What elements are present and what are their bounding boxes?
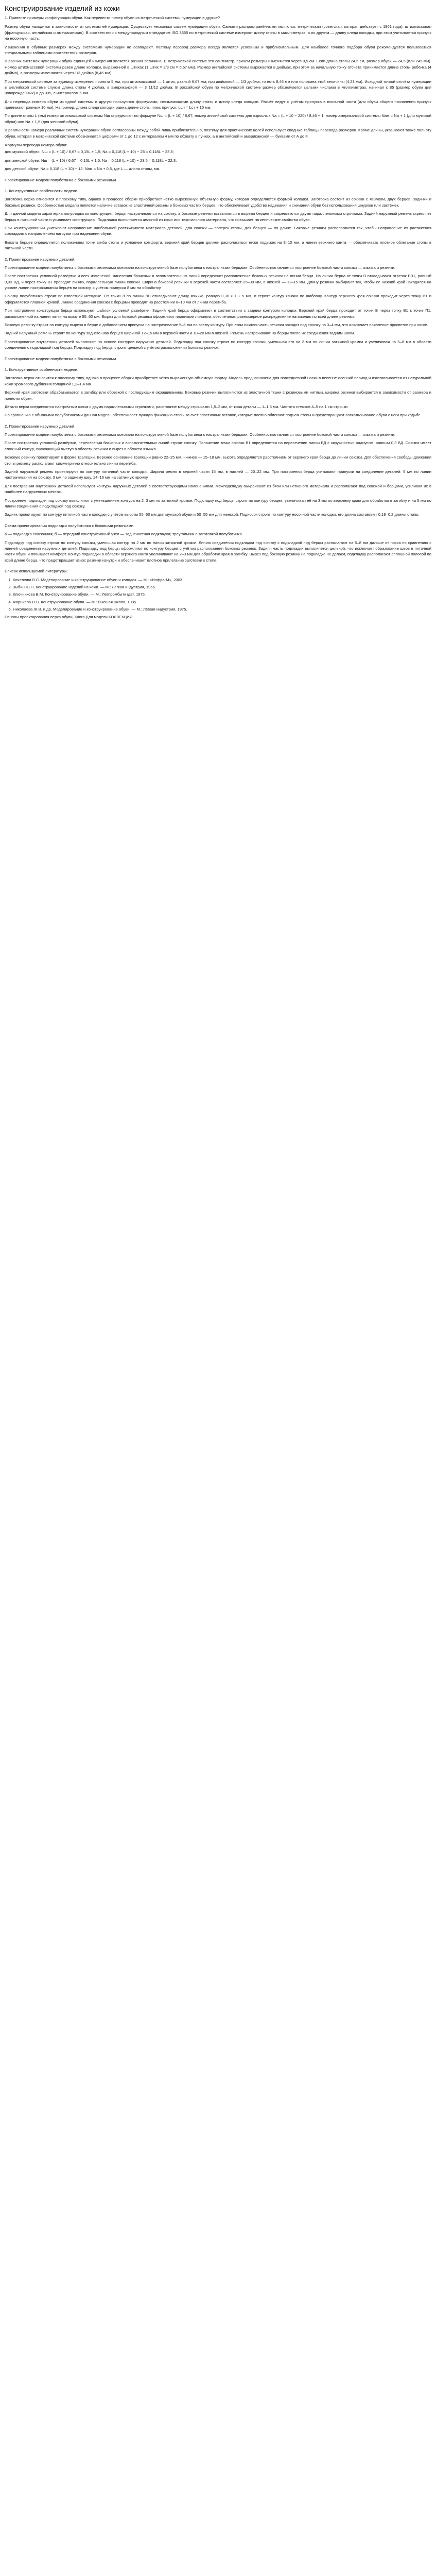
intro-section: [5, 24, 431, 172]
paragraph: Высота берцев определяется положением точки сгиба стопы и условием комфорта: верхний край берцев должен располагаться ниже лодыжек на 8–10 мм, а линия верхнего канта — обеспечивать плотное облегание стопы в пяточной части.: [5, 240, 431, 251]
paragraph: Проектирование модели полуботинка с боковыми резинками основано на конструктивной базе полуботинка с настрачными берцами. Особенностью является построение боковой части союзки — язычка и резинки.: [5, 265, 396, 270]
section-b: [5, 356, 431, 518]
paragraph: Заготовка верха относится к плоскому типу, однако в процессе сборки приобретает чётко выраженную объёмную форму. Модель предназначена для повседневной носки в весенне-осенний период и изготавливается из натуральной кожи хромового дубления толщиной 1,2–1,4 мм.: [5, 376, 431, 386]
paragraph: При построении конструкции берца используют шаблон условной развёртки. Задний край берца оформляют в соответствии с задним контуром колодки. Верхний край берца проходит от точки В через точку В1 к точке П1, расположенной на линии пятки на высоте 55–60 мм. Вырез для боковой резинки оформляют плавными линиями, обеспечивая равномерное распределение натяжения по всей длине резинки.: [5, 308, 431, 319]
reference-item: 1. Кочеткова В.С. Моделирование и конструирование обуви и колодок. — М.: «Инфра-М», 2003.: [13, 577, 431, 583]
paragraph: Для данной модели характерна полуоткрытая конструкция: берцы настрачиваются на союзку, а боковые резинки вставляются в вырезы берцев и закрепляются двумя параллельными строчками. Задний наружный ремень скрепляет берцы в пяточной части и усиливает конструкцию. Подкладка выполняется цельной из кожи или текстильного материала, что повышает гигиенические свойства обуви.: [5, 211, 431, 222]
formula-label: Формулы перевода номера обуви:: [5, 143, 67, 148]
paragraph: Для построения внутренних деталей используют контуры наружных деталей с соответствующими изменениями. Межподкладку выкраивают из бязи или нетканого материала и располагают под союзкой и берцами, усиливая их в наиболее нагруженных местах.: [5, 483, 431, 495]
paragraph: После построения условной развёртки, перенесения базисных и вспомогательных линий строят союзку. Положение точки союзки В1 определяется на пересечении линии ВД с окружностью радиусом, равным 0,3 ВД. Союзка имеет сложный контур, включающий выступ в области резинки и вырез в области язычка.: [5, 440, 431, 451]
paragraph: Верхний край заготовки обрабатывается в загибку или обрезкой с последующим окрашиванием. Боковые резинки выполняются из эластичной ткани с резиновыми нитями, ширина резинки выбирается в зависимости от размера и полноты обуви.: [5, 390, 431, 401]
paragraph: Боковую резинку строят по контуру выреза в берце с добавлением припуска на настрачивание 5–6 мм по всему контуру. При этом нижняя часть резинки заходит под союзку на 3–4 мм, что исключает появление просветов при носке.: [5, 323, 428, 328]
subsection-heading: 1. Конструктивные особенности модели.: [5, 188, 79, 193]
paragraph: Проектирование внутренних деталей выполняют на основе контуров наружных деталей. Подкладку под союзку строят по контуру союзки, уменьшая его на 2 мм по линии затяжной кромки и увеличивая на 5–8 мм в области соединения с подкладкой под берцы. Подкладку под берцы строят цельной с учётом расположения боковых резинок.: [5, 339, 431, 350]
reference-item: 3. Ключникова В.М. Конструирование обуви. — М.: Легпромбытиздат, 1975.: [13, 591, 431, 597]
formula-line: для мужской обуви: Nш = (L + 10) / 6,67 = 0,15L + 1,5; Nа = 0,118 (L + 10) − 25 = 0,118L − 23,8;: [5, 149, 174, 155]
document: [0, 0, 436, 628]
references-list: [5, 577, 431, 613]
paragraph: При метрической системе за единицу измерения принята 5 мм, при штихмассовой — 1 штих, равный 6,67 мм; при дюймовой — 1/3 дюйма, то есть 8,46 мм или половина этой величины (4,23 мм). Исходной точкой отсчёта нумерации в английской системе служит длина стопы 4 дюйма, в американской — 3 11/12 дюйма. В российской обуви по метрической системе размер обозначается целыми числами в миллиметрах, начиная с 85 (размер обуви для новорождённых) и до 335, с интервалом 5 мм.: [5, 79, 431, 96]
footer-note: Основы проектирования верха обуви, Книга Для модели КОЛЛЕКЦИЯ: [5, 615, 133, 620]
subsection-heading: 1. Конструктивные особенности модели.: [5, 367, 79, 372]
schema-title: Схема проектирования подкладки полуботинка с боковыми резинками: [5, 523, 134, 528]
schema-section: [5, 523, 431, 563]
page-title: Конструирование изделий из кожи: [5, 4, 120, 12]
paragraph: При конструировании учитывают направление наибольшей растяжимости материала деталей: для союзки — поперёк стопы, для берцев — по длине. Боковые резинки располагаются так, чтобы направление их растяжения совпадало с направлением нагрузки при надевании обуви.: [5, 225, 431, 236]
question-text: 1. Привести примеры конфигурации обуви. Как перевести номер обуви из метрической системы нумерации в другие?: [5, 15, 220, 20]
paragraph: Для перевода номера обуви из одной системы в другую пользуются формулами, связывающими длину стопы и длину следа колодки. Расчёт ведут с учётом припуска в носочной части (для обуви общего назначения припуск принимают равным 10 мм). Например, длина следа колодки равна длине стопы плюс припуск: Lсл = Lст + 10 мм.: [5, 99, 431, 110]
section-title: Проектирование модели полуботинка с боковыми резинками: [5, 356, 116, 361]
formula-line: для детской обуви: Nа = 0,118 (L + 10) − 12; Nам = Nа + 0,5, где L — длина стопы, мм.: [5, 166, 161, 172]
paragraph: В разных системах нумерации обуви единицей измерения является разная величина. В метрической системе это сантиметр, причём размеры изменяются через 0,5 см. Если длина стопы 24,5 см, размер обуви — 24,5 (или 245 мм). Номер штихмассовой системы равен длине колодки, выраженной в штихах (1 штих = 2/3 см = 6,67 мм). Размер английской системы выражается в дюймах, при этом за начальную точку отсчёта принимается длина стопы ребёнка (4 дюйма), а размеры изменяются через 1/3 дюйма (8,46 мм).: [5, 59, 431, 76]
paragraph: В реальности номера различных систем нумерации обуви согласованы между собой лишь приблизительно, поэтому для практических целей используют сводные таблицы перевода размеров. Кроме длины, указывают также полноту обуви, которая в метрической системе обозначается цифрами от 1 до 12 с интервалом 4 мм по обхвату в пучках, а в английской и американской — буквами от A до F.: [5, 128, 431, 139]
paragraph: Боковую резинку проектируют в форме трапеции. Верхнее основание трапеции равно 22–25 мм, нижнее — 15–18 мм, высота определяется расстоянием от верхнего края берца до линии союзки. Для обеспечения свободы движения стопы резинку располагают симметрично относительно линии перегиба.: [5, 455, 431, 466]
reference-item: 5. Николаева Ж.В. и др. Моделирование и конструирование обуви. — М.: Лёгкая индустрия, 1975.: [13, 606, 431, 612]
reference-item: 2. Зыбин Ю.П. Конструирование изделий из кожи. — М.: Лёгкая индустрия, 1966.: [13, 584, 431, 590]
references-section: [5, 568, 431, 620]
formula-line: для женской обуви: Nш = (L + 10) / 6,67 = 0,15L + 1,5; Nа = 0,118 (L + 10) − 23,5 = 0,118L − 22,3;: [5, 158, 177, 163]
paragraph: Изменения в обувных размерах между системами нумерации не совпадают, поэтому перевод размера всегда является условным и приблизительным. Для наиболее точного подбора обуви рекомендуется пользоваться специальными таблицами соответствия размеров.: [5, 44, 431, 55]
paragraph: Детали верха соединяются настрочным швом с двумя параллельными строчками, расстояние между строчками 1,5–2 мм, от края детали — 1–1,5 мм. Частота стежков 4–5 на 1 см строчки.: [5, 404, 349, 409]
paragraph: Размер обуви находится в зависимости от системы её нумерации. Существует несколько систем нумерации обуви. Самыми распространёнными являются: метрическая (советская, которая действует с 1961 года), штихмассовая (французская, английская и американская). В соответствии с международным стандартом ISO 3355 по метрической системе измеряют длину стопы в миллиметрах, а по другим — длину следа колодки, при этом учитывается припуск на носочную часть.: [5, 24, 431, 41]
subsection-heading: 2. Проектирование наружных деталей.: [5, 423, 76, 429]
paragraph: а — подкладка союзочная; б — передний конструктивный узел — заднечастная подкладка; треугольник с заготовкой полуботинка.: [5, 532, 243, 537]
paragraph: Подкладку под союзку строят по контуру союзки, уменьшая контур на 2 мм по линии затяжной кромки. Линию соединения подкладки под союзку с подкладкой под берцы располагают на 5–8 мм дальше от носка по сравнению с линией соединения наружных деталей. Подкладку под берцы оформляют по контуру берцев с учётом расположения боковых резинок. Задняя часть подкладки выполняется цельной, что исключает образование швов в пяточной части обуви и повышает комфорт. Контур подкладки в области верхнего канта увеличивают на 2–3 мм для обработки края в загибку. Вырез под боковую резинку на подкладке не делают, подкладку располагают сплошной полосой по всей длине берца, что предотвращает износ резинки изнутри и обеспечивает плотное прилегание заготовки к стопе.: [5, 540, 431, 563]
paragraph: Заготовка верха относится к плоскому типу, однако в процессе сборки приобретает чётко выраженную объёмную форму, которая определяется формой колодки. Заготовка состоит из союзки с язычком, двух берцев, задинки и боковых резинок. Особенностью модели является наличие вставок из эластичной резины в боковых частях берцев, что обеспечивает удобство надевания и снимания обуви без использования шнурков или застёжек.: [5, 197, 431, 208]
paragraph: Задний наружный ремень проектируют по контуру пяточной части колодки. Ширина ремня в верхней части 15 мм, в нижней — 20–22 мм. При построении берца учитывают припуски на соединение деталей: 5 мм по линии настрачивания на союзку, 3 мм по заднему шву, 14–16 мм на затяжную кромку.: [5, 469, 431, 480]
paragraph: Задник проектируют по контуру пяточной части колодки с учётом высоты 55–60 мм для мужской обуви и 50–55 мм для женской. Подносок строят по контуру носочной части колодки, его длина составляет 0,18–0,2 длины стопы.: [5, 512, 420, 517]
references-title: Список используемой литературы:: [5, 569, 68, 574]
subsection-heading: 2. Проектирование наружных деталей.: [5, 257, 76, 262]
reference-item: 4. Фарниева О.В. Конструирование обуви. — М.: Высшая школа, 1985.: [13, 599, 431, 605]
paragraph: Построение подкладки под союзку выполняют с уменьшением контура на 2–3 мм по затяжной кромке. Подкладку под берцы строят по контуру берцев, увеличивая её на 3 мм по верхнему краю для обработки в загибку и на 5 мм по линии соединения с подкладкой под союзку.: [5, 498, 431, 509]
paragraph: По сравнению с обычными полуботинками данная модель обеспечивает лучшую фиксацию стопы за счёт эластичных вставок, которые плотно облегают подъём стопы и предотвращают соскальзывание обуви с ноги при ходьбе.: [5, 413, 422, 418]
section-title: Проектирование модели полуботинка с боковыми резинками: [5, 177, 116, 182]
paragraph: Проектирование модели полуботинка с боковыми резинками основано на конструктивной базе полуботинка с настрачными берцами. Особенностью является построение боковой части союзки — язычка и резинки.: [5, 432, 396, 437]
section-a: [5, 177, 431, 351]
paragraph: Союзку полуботинка строят по известной методике. От точки Л по линии ЛП откладывают длину язычка, равную 0,38 ЛП + 5 мм, и строят контур язычка по шаблону. Контур верхнего края союзки проходит через точку В1 и оформляется плавной кривой. Линию соединения союзки с берцами проводят на расстоянии 8–10 мм от линии перегиба.: [5, 294, 431, 304]
paragraph: Задний наружный ремень строят по контуру заднего шва берцев шириной 12–15 мм в верхней части и 18–20 мм в нижней. Ремень настрачивают на берцы после их соединения задним швом.: [5, 331, 355, 336]
paragraph: После построения условной развёртки и всех изменений, нанесения базисных и вспомогательных линий определяют расположение боковых резинок на линии берца. На линии берца от точки В откладывают отрезок ВВ1, равный 0,33 ВД, и через точку В1 проводят линию, параллельную линии союзки. Ширина боковой резинки в верхней части составляет 25–30 мм, в нижней — 12–15 мм. Длину резинки выбирают так, чтобы её нижний край находился на уровне линии настрачивания берцев на союзку, с учётом припуска 8 мм на обработку.: [5, 274, 431, 291]
paragraph: По длине стопы L (мм) номер штихмассовой системы Nш определяют по формуле Nш = (L + 10) / 6,67; номер английской системы для взрослых Nа = (L + 10 − 220) / 8,46 + 1; номер американской системы Nам = Nа + 1 (для мужской обуви) или Nа + 1,5 (для женской обуви).: [5, 113, 431, 124]
